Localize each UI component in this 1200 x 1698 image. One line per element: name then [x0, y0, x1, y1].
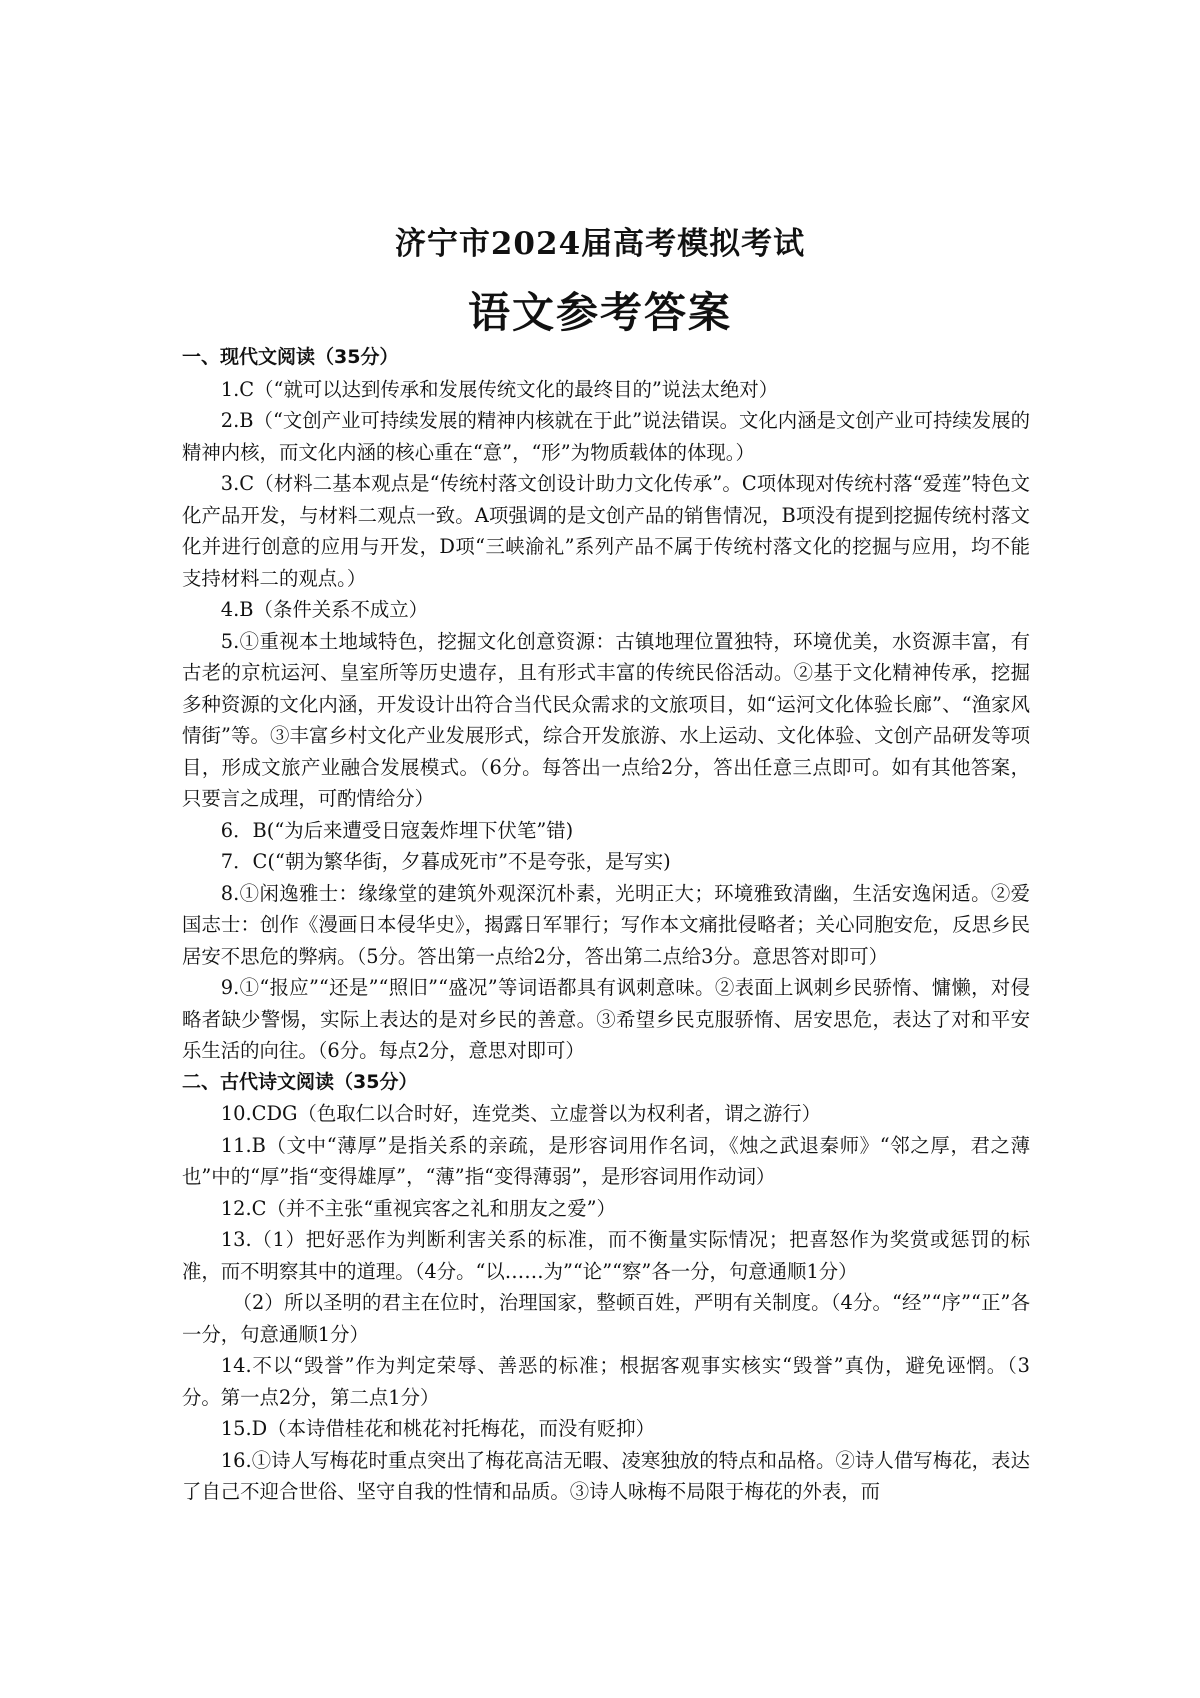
answer-item-13-part-2: （2）所以圣明的君主在位时，治理国家，整顿百姓，严明有关制度。（4分。“经”“序”“正”各一分，句意通顺1分） [182, 1291, 1030, 1346]
answer-item-7: 7．C(“朝为繁华街，夕暮成死市”不是夸张，是写实) [220, 850, 671, 873]
answer-item-8: 8.①闲逸雅士：缘缘堂的建筑外观深沉朴素，光明正大；环境雅致清幽，生活安逸闲适。②爱国志士：创作《漫画日本侵华史》，揭露日军罪行；写作本文痛批侵略者；关心同胞安危，反思乡民居安不思危的弊病。（5分。答出第一点给2分，答出第二点给3分。意思答对即可） [182, 881, 1030, 968]
answer-item-15: 15.D（本诗借桂花和桃花衬托梅花，而没有贬抑） [220, 1417, 655, 1440]
answer-item-4: 4.B（条件关系不成立） [220, 598, 429, 621]
document-title: 语文参考答案 [467, 288, 732, 337]
answer-item-3: 3.C（材料二基本观点是“传统村落文创设计助力文化传承”。C项体现对传统村落“爱莲”特色文化产品开发，与材料二观点一致。A项强调的是文创产品的销售情况，B项没有提到挖掘传统村落文化并进行创意的应用与开发，D项“三峡渝礼”系列产品不属于传统村落文化的挖掘与应用，均不能支持材料二的观点。） [182, 472, 1030, 590]
section-heading-classical-reading: 二、古代诗文阅读（35分） [182, 1070, 418, 1093]
section-heading-modern-reading: 一、现代文阅读（35分） [182, 346, 399, 368]
answer-item-5: 5.①重视本土地域特色，挖掘文化创意资源：古镇地理位置独特，环境优美，水资源丰富，有古老的京杭运河、皇室所等历史遗存，且有形式丰富的传统民俗活动。②基于文化精神传承，挖掘多种资源的文化内涵，开发设计出符合当代民众需求的文旅项目，如“运河文化体验长廊”、“渔家风情街”等。③丰富乡村文化产业发展形式，综合开发旅游、水上运动、文化体验、文创产品研发等项目，形成文旅产业融合发展模式。（6分。每答出一点给2分，答出任意三点即可。如有其他答案，只要言之成理，可酌情给分） [182, 629, 1030, 810]
answer-item-11: 11.B（文中“薄厚”是指关系的亲疏，是形容词用作名词，《烛之武退秦师》“邻之厚，君之薄也”中的“厚”指“变得雄厚”，“薄”指“变得薄弱”，是形容词用作动词） [182, 1133, 1030, 1188]
answer-item-1: 1.C（“就可以达到传承和发展传统文化的最终目的”说法太绝对） [220, 377, 779, 401]
exam-title: 济宁市2024届高考模拟考试 [394, 226, 806, 262]
answer-item-13-part-1: 13.（1）把好恶作为判断利害关系的标准，而不衡量实际情况；把喜怒作为奖赏或惩罚的标准，而不明察其中的道理。（4分。“以……为”“论”“察”各一分，句意通顺1分） [182, 1228, 1030, 1283]
answer-item-2: 2.B（“文创产业可持续发展的精神内核就在于此”说法错误。文化内涵是文创产业可持续发展的精神内核，而文化内涵的核心重在“意”，“形”为物质载体的体现。） [182, 409, 1030, 464]
answer-item-6: 6．B(“为后来遭受日寇轰炸埋下伏笔”错) [220, 818, 574, 842]
answer-item-12: 12.C（并不主张“重视宾客之礼和朋友之爱”） [220, 1196, 616, 1220]
answer-item-16: 16.①诗人写梅花时重点突出了梅花高洁无暇、凌寒独放的特点和品格。②诗人借写梅花，表达了自己不迎合世俗、坚守自我的性情和品质。③诗人咏梅不局限于梅花的外表，而 [182, 1448, 1030, 1503]
answer-item-10: 10.CDG（色取仁以合时好，连党类、立虚誉以为权利者，谓之游行） [220, 1102, 822, 1125]
answer-body [182, 342, 1030, 1508]
answer-item-14: 14.不以“毁誉”作为判定荣辱、善恶的标准；根据客观事实核实“毁誉”真伪，避免诬惘。（3分。第一点2分，第二点1分） [182, 1354, 1030, 1409]
answer-item-9: 9.①“报应”“还是”“照旧”“盛况”等词语都具有讽刺意味。②表面上讽刺乡民骄惰、慵懒，对侵略者缺少警惕，实际上表达的是对乡民的善意。③希望乡民克服骄惰、居安思危，表达了对和平安乐生活的向往。（6分。每点2分，意思对即可） [182, 976, 1030, 1062]
